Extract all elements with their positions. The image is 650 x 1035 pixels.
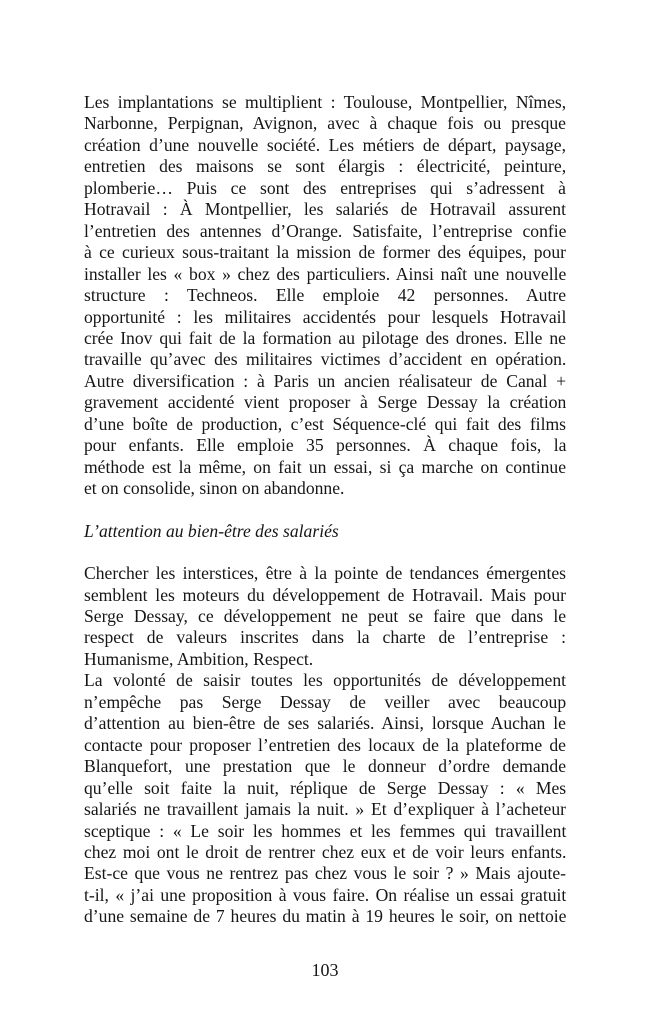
- text-line: et on consolide, sinon on abandonne.: [84, 478, 345, 499]
- text-line: l’entretien des antennes d’Orange. Satisfaite, l’entreprise confie: [84, 220, 567, 241]
- paragraph-implantations: [84, 92, 566, 500]
- text-line: Chercher les interstices, être à la pointe de tendances émergentes: [84, 563, 566, 584]
- text-line: pour enfants. Elle emploie 35 personnes. À chaque fois, la: [84, 435, 567, 456]
- text-line: travaille qu’avec des militaires victimes d’accident en opération.: [84, 349, 567, 370]
- text-line: Narbonne, Perpignan, Avignon, avec à chaque fois ou presque: [84, 113, 566, 134]
- text-line: Autre diversification : à Paris un ancien réalisateur de Canal +: [84, 370, 566, 391]
- text-line: semblent les moteurs du développement de Hotravail. Mais pour: [84, 584, 566, 605]
- text-line: création d’une nouvelle société. Les métiers de départ, paysage,: [84, 134, 566, 155]
- text-line: Est-ce que vous ne rentrez pas chez vous le soir ? » Mais ajoute-: [84, 863, 566, 884]
- text-line: méthode est la même, on fait un essai, si ça marche on continue: [84, 456, 566, 477]
- text-line: Serge Dessay, ce développement ne peut se faire que dans le: [84, 605, 567, 626]
- text-line: structure : Techneos. Elle emploie 42 personnes. Autre: [84, 285, 566, 306]
- text-line: salariés ne travaillent jamais la nuit. » Et d’expliquer à l’acheteur: [84, 799, 566, 820]
- text-line: installer les « box » chez des particuliers. Ainsi naît une nouvelle: [84, 263, 567, 284]
- text-line: n’empêche pas Serge Dessay de veiller avec beaucoup: [84, 691, 567, 712]
- paragraph-interstices: [84, 563, 566, 670]
- text-line: La volonté de saisir toutes les opportunités de développement: [84, 670, 566, 691]
- page-number: 103: [311, 960, 339, 980]
- text-line: Hotravail : À Montpellier, les salariés de Hotravail assurent: [84, 199, 566, 220]
- paragraph-volonte: [84, 670, 566, 927]
- text-line: opportunité : les militaires accidentés pour lesquels Hotravail: [84, 306, 567, 327]
- text-line: t-il, « j’ai une proposition à vous faire. On réalise un essai gratuit: [84, 884, 567, 905]
- text-line: plomberie… Puis ce sont des entreprises qui s’adressent à: [84, 177, 566, 198]
- text-line: contacte pour proposer l’entretien des locaux de la plateforme de: [84, 734, 566, 755]
- text-line: à ce curieux sous-traitant la mission de former des équipes, pour: [84, 242, 566, 263]
- text-line: d’attention au bien-être de ses salariés. Ainsi, lorsque Auchan le: [84, 713, 566, 734]
- text-line: chez moi ont le droit de rentrer chez eux et de voir leurs enfants.: [84, 841, 567, 862]
- text-line: entretien des maisons se sont élargis : électricité, peinture,: [84, 156, 567, 177]
- text-line: Blanquefort, une prestation que le donneur d’ordre demande: [84, 756, 567, 777]
- text-line: gravement accidenté vient proposer à Serge Dessay la création: [84, 392, 567, 413]
- text-line: sceptique : « Le soir les hommes et les femmes qui travaillent: [84, 820, 567, 841]
- section-heading: L’attention au bien-être des salariés: [84, 520, 339, 541]
- text-line: d’une semaine de 7 heures du matin à 19 heures le soir, on nettoie: [84, 906, 567, 927]
- text-line: qu’elle soit faite la nuit, réplique de Serge Dessay : « Mes: [84, 777, 567, 798]
- text-line: Les implantations se multiplient : Toulouse, Montpellier, Nîmes,: [84, 92, 567, 112]
- text-line: d’une boîte de production, c’est Séquence-clé qui fait des films: [84, 413, 566, 434]
- text-line: respect de valeurs inscrites dans la charte de l’entreprise :: [84, 627, 566, 648]
- text-line: Humanisme, Ambition, Respect.: [84, 648, 314, 669]
- text-line: crée Inov qui fait de la formation au pilotage des drones. Elle ne: [84, 327, 566, 348]
- page-body: [84, 92, 566, 928]
